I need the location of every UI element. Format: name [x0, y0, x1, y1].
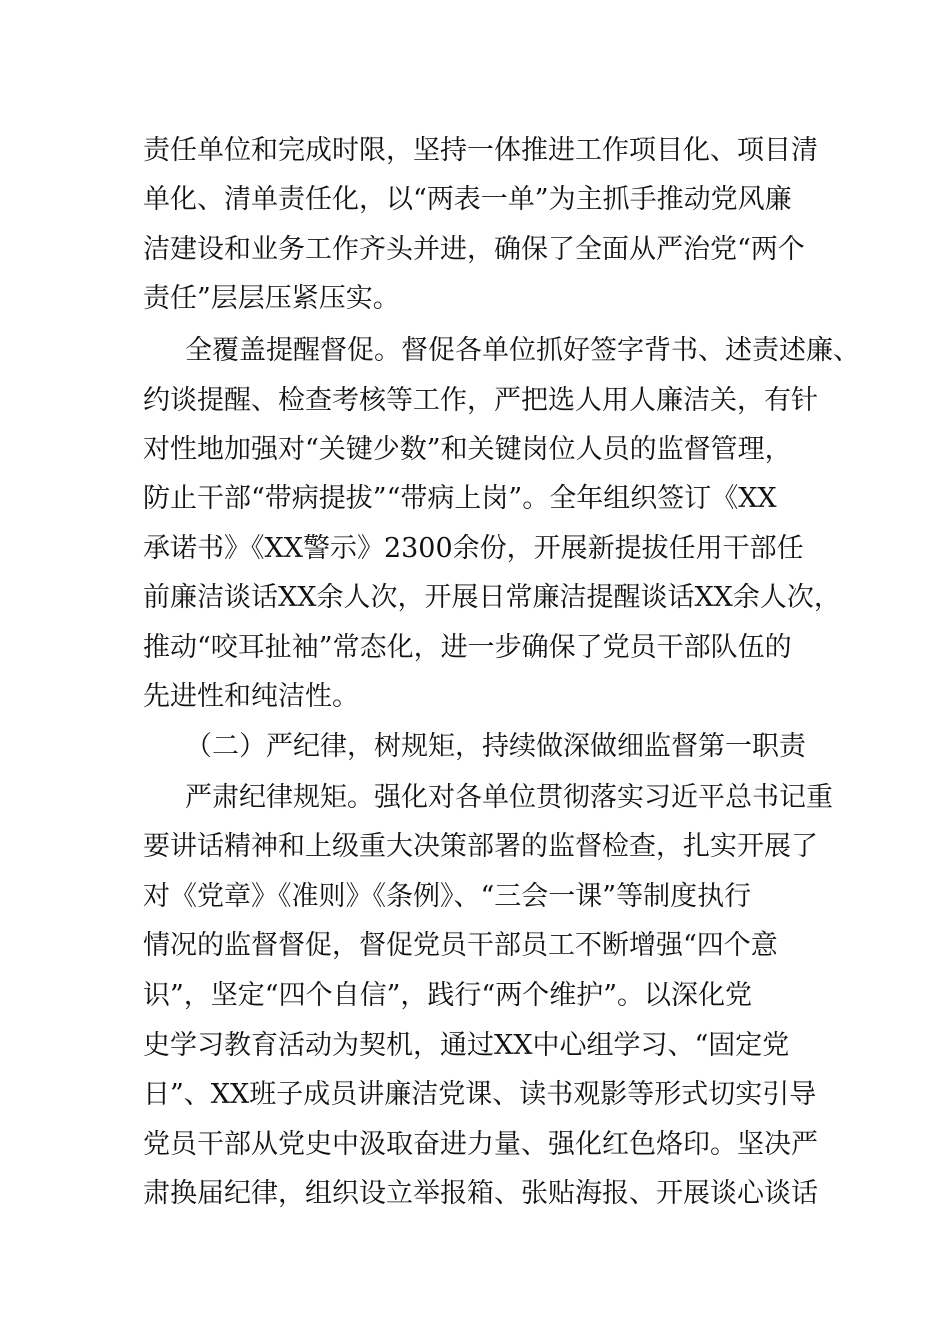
paragraph-line: 先进性和纯洁性。 — [143, 681, 359, 712]
paragraph-line: 对《党章》《准则》《条例》、“三会一课”等制度执行 — [143, 881, 752, 912]
paragraph-line: 前廉洁谈话XX余人次，开展日常廉洁提醒谈话XX余人次， — [143, 582, 841, 613]
paragraph-line: 识”，坚定“四个自信”，践行“两个维护”。以深化党 — [143, 980, 753, 1011]
paragraph-line: 日”、XX班子成员讲廉洁党课、读书观影等形式切实引导 — [143, 1079, 817, 1110]
paragraph-line: 承诺书》《XX警示》2300余份，开展新提拔任用干部任 — [143, 533, 804, 564]
paragraph-line: 史学习教育活动为契机，通过XX中心组学习、“固定党 — [143, 1030, 790, 1061]
section-heading: （二）严纪律，树规矩，持续做深做细监督第一职责 — [185, 731, 806, 762]
paragraph-line: 防止干部“带病提拔”“带病上岗”。全年组织签订《XX — [143, 483, 777, 514]
paragraph-line: 严肃纪律规矩。强化对各单位贯彻落实习近平总书记重 — [185, 782, 833, 813]
paragraph-line: 要讲话精神和上级重大决策部署的监督检查，扎实开展了 — [143, 831, 818, 862]
paragraph-line: 约谈提醒、检查考核等工作，严把选人用人廉洁关，有针 — [143, 385, 818, 416]
paragraph-line: 洁建设和业务工作齐头并进，确保了全面从严治党“两个 — [143, 234, 805, 265]
paragraph-line: 肃换届纪律，组织设立举报箱、张贴海报、开展谈心谈话 — [143, 1178, 818, 1209]
paragraph-line: 责任单位和完成时限，坚持一体推进工作项目化、项目清 — [143, 135, 818, 166]
paragraph-line: 推动“咬耳扯袖”常态化，进一步确保了党员干部队伍的 — [143, 632, 792, 663]
paragraph-line: 全覆盖提醒督促。督促各单位抓好签字背书、述责述廉、 — [185, 335, 860, 366]
paragraph-line: 党员干部从党史中汲取奋进力量、强化红色烙印。坚决严 — [143, 1129, 818, 1160]
paragraph-line: 责任”层层压紧压实。 — [143, 283, 400, 314]
paragraph-line: 情况的监督督促，督促党员干部员工不断增强“四个意 — [143, 930, 778, 961]
paragraph-line: 单化、清单责任化，以“两表一单”为主抓手推动党风廉 — [143, 184, 792, 215]
paragraph-line: 对性地加强对“关键少数”和关键岗位人员的监督管理， — [143, 434, 792, 465]
